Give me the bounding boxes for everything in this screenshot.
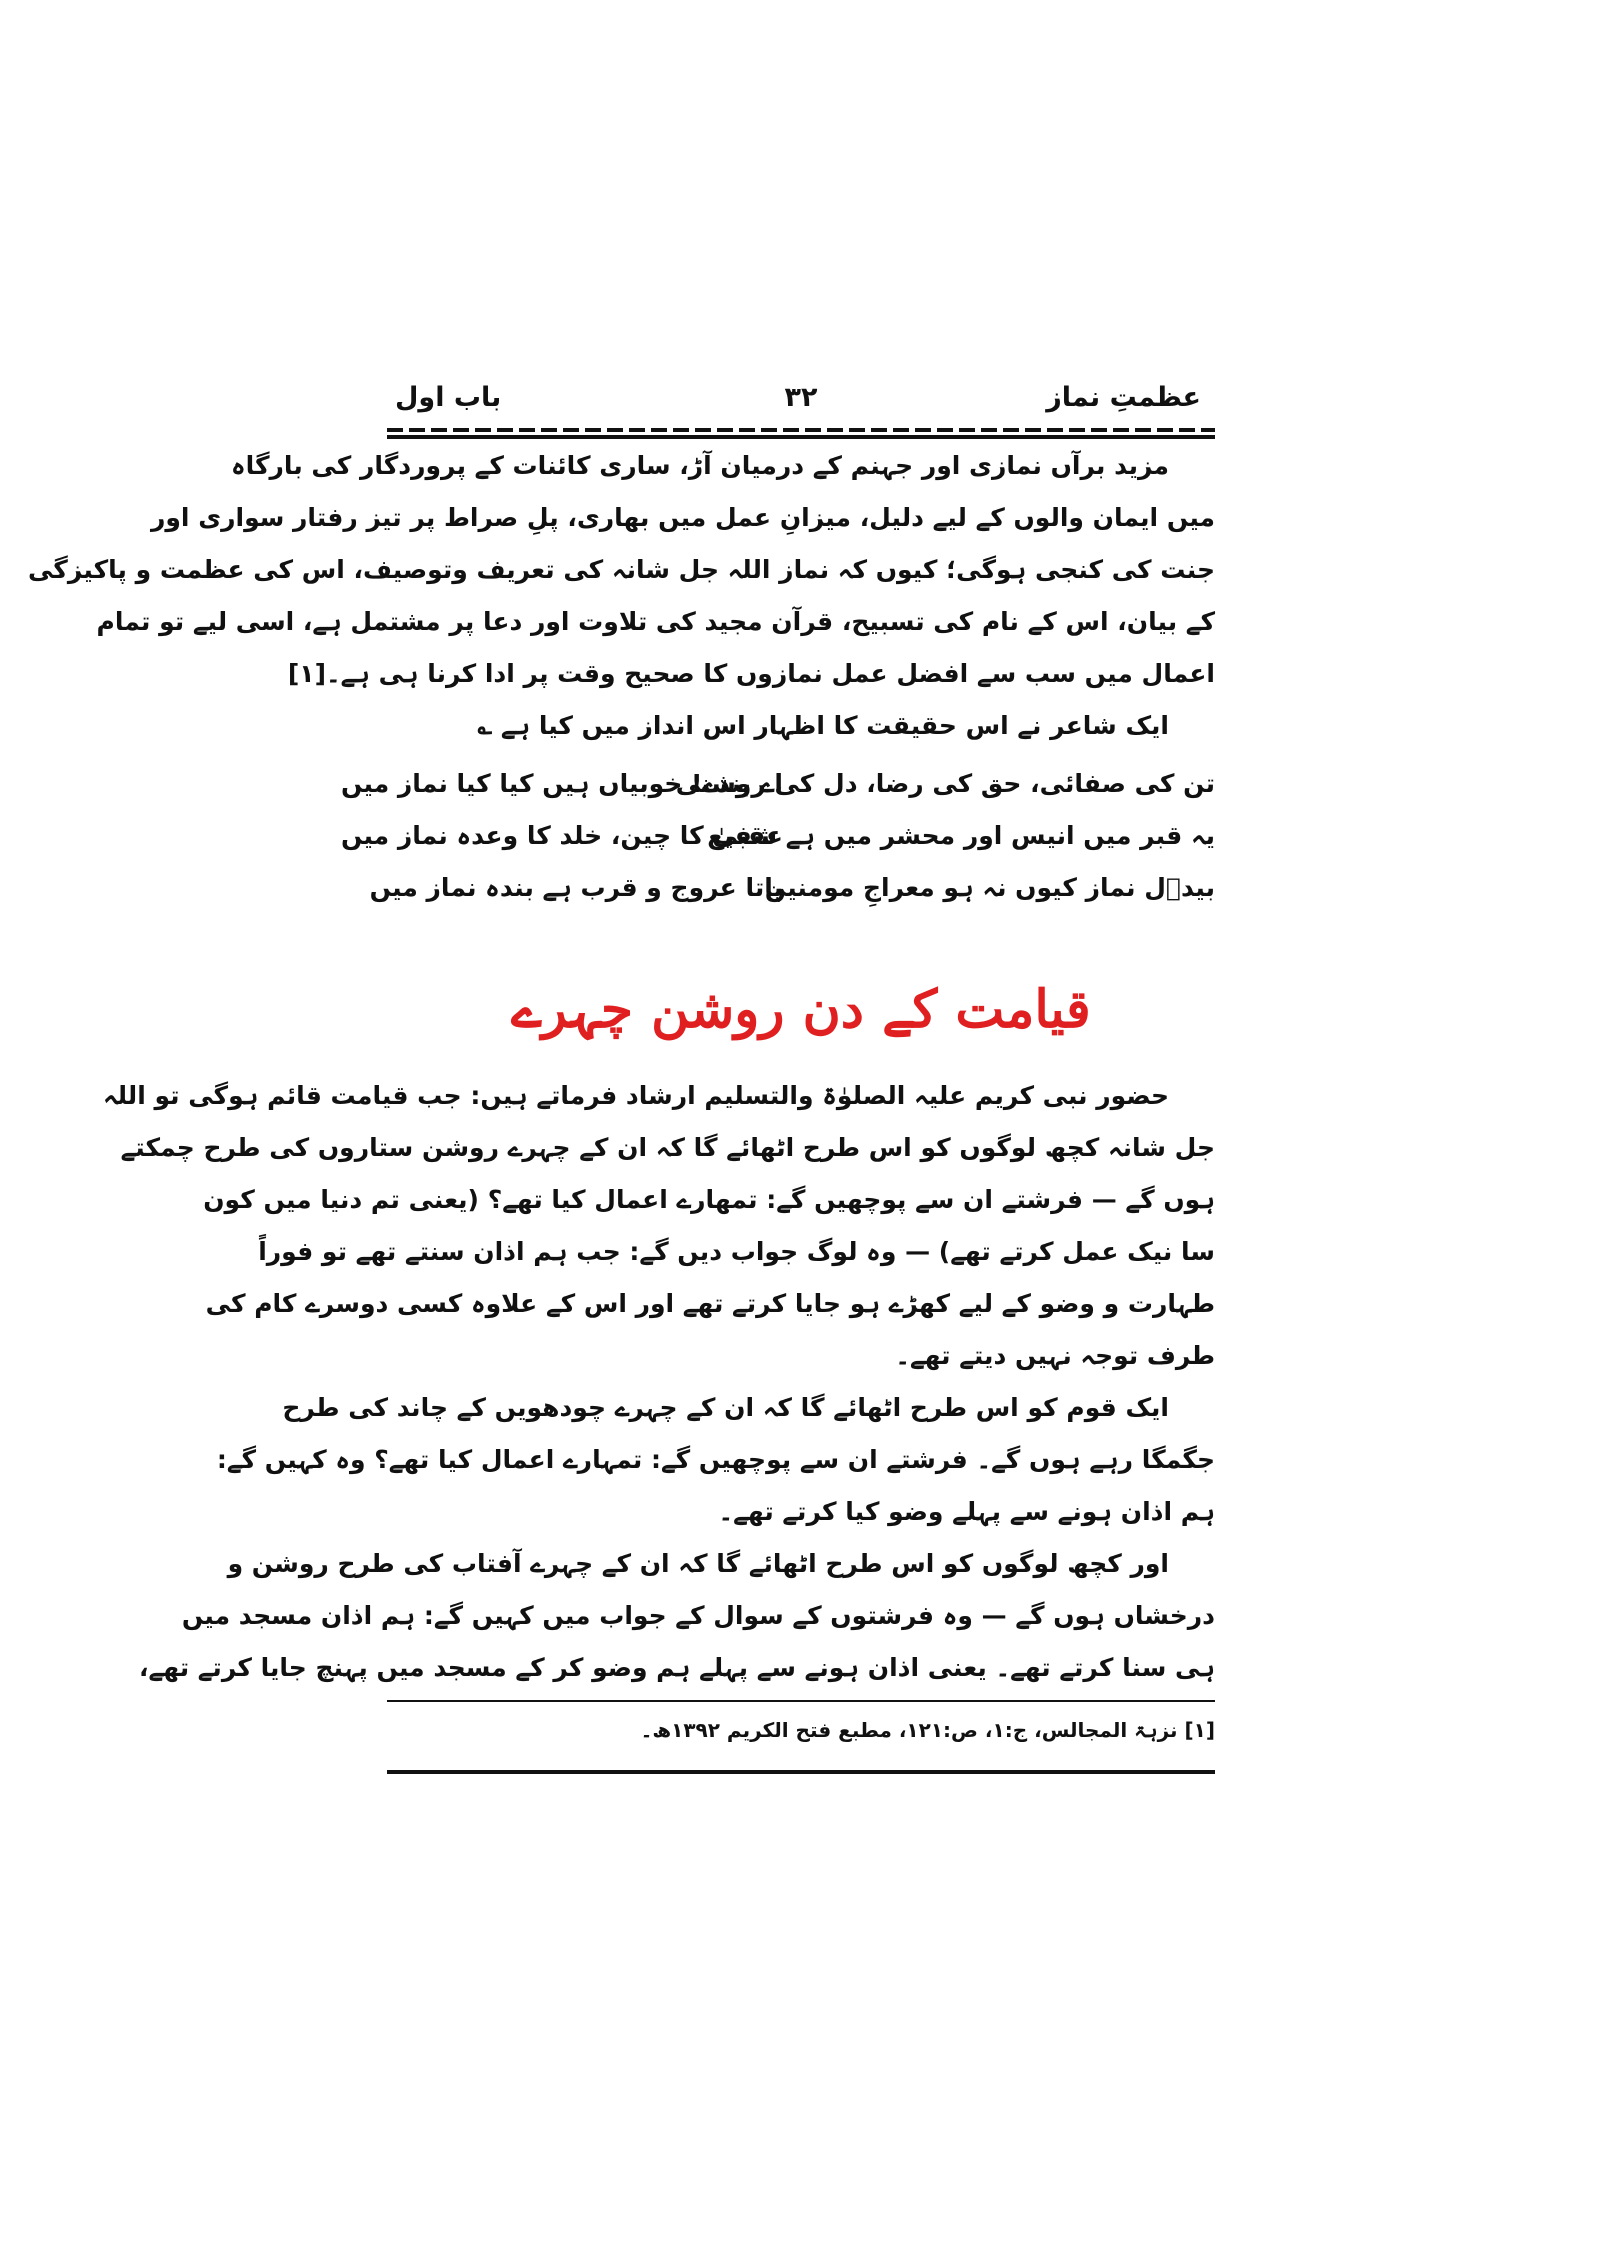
poem — [340, 758, 1215, 914]
couplet-first-hemistich: تن کی صفائی، حق کی رضا، دل کی روشنی — [675, 769, 1215, 798]
couplet-second-hemistich: پاتا عروج و قرب ہے بندہ نماز میں — [369, 873, 783, 902]
couplet-second-hemistich: عقبیٰ کا چین، خلد کا وعدہ نماز میں — [340, 821, 783, 850]
text-line: اعمال میں سب سے افضل عمل نمازوں کا صحیح وقت پر ادا کرنا ہی ہے۔[۱] — [287, 659, 1215, 688]
paragraph-2 — [216, 1382, 1215, 1538]
poem-couplet — [369, 862, 1215, 914]
text-line: ایک شاعر نے اس حقیقت کا اظہار اس انداز میں کیا ہے ؎ — [477, 711, 1169, 740]
text-line: میں ایمان والوں کے لیے دلیل، میزانِ عمل میں بھاری، پلِ صراط پر تیز رفتار سواری اور — [150, 503, 1215, 532]
text-line: درخشاں ہوں گے — وہ فرشتوں کے سوال کے جواب میں کہیں گے: ہم اذان مسجد میں — [181, 1601, 1215, 1630]
chapter-title: باب اول — [395, 382, 502, 413]
paragraph-1 — [102, 1070, 1215, 1382]
text-line: کے بیان، اس کے نام کی تسبیح، قرآن مجید کی تلاوت اور دعا پر مشتمل ہے، اسی لیے تو تمام — [96, 607, 1215, 636]
text-line: ہم اذان ہونے سے پہلے وضو کیا کرتے تھے۔ — [718, 1497, 1215, 1526]
section-heading: قیامت کے دن روشن چہرے — [511, 979, 1091, 1040]
couplet-first-hemistich: بیدؔل نماز کیوں نہ ہو معراجِ مومنین — [764, 873, 1215, 902]
poem-couplet — [341, 758, 1215, 810]
text-line: جگمگا رہے ہوں گے۔ فرشتے ان سے پوچھیں گے: تمہارے اعمال کیا تھے؟ وہ کہیں گے: — [216, 1445, 1215, 1474]
book-page — [28, 380, 1215, 1880]
text-line: ہی سنا کرتے تھے۔ یعنی اذان ہونے سے پہلے ہم وضو کر کے مسجد میں پہنچ جایا کرتے تھے، — [139, 1653, 1215, 1682]
header-dashed-rule — [387, 428, 1215, 432]
paragraph-3 — [139, 1538, 1215, 1694]
footnote-rule — [387, 1700, 1215, 1702]
text-line: حضور نبی کریم علیہ الصلوٰۃ والتسلیم ارشاد فرماتے ہیں: جب قیامت قائم ہوگی تو اللہ — [102, 1081, 1169, 1110]
text-line: ہوں گے — فرشتے ان سے پوچھیں گے: تمھارے اعمال کیا تھے؟ (یعنی تم دنیا میں کون — [203, 1185, 1215, 1214]
text-line: طہارت و وضو کے لیے کھڑے ہو جایا کرتے تھے اور اس کے علاوہ کسی دوسرے کام کی — [205, 1289, 1215, 1318]
text-line: اور کچھ لوگوں کو اس طرح اٹھائے گا کہ ان کے چہرے آفتاب کی طرح روشن و — [227, 1549, 1169, 1578]
header-solid-rule — [387, 435, 1215, 439]
footnote: [۱] نزہۃ المجالس، ج:۱، ص:۱۲۱، مطبع فتح الکریم ۱۳۹۲ھ۔ — [640, 1718, 1215, 1742]
text-line: سا نیک عمل کرتے تھے) — وہ لوگ جواب دیں گے: جب ہم اذان سنتے تھے تو فوراً — [258, 1237, 1215, 1266]
book-title: عظمتِ نماز — [1046, 382, 1201, 413]
text-line: ایک قوم کو اس طرح اٹھائے گا کہ ان کے چہرے چودھویں کے چاند کی طرح — [282, 1393, 1169, 1422]
couplet-first-hemistich: یہ قبر میں انیس اور محشر میں ہے شفیع — [707, 821, 1215, 850]
intro-paragraph — [28, 440, 1215, 700]
text-line: جل شانہ کچھ لوگوں کو اس طرح اٹھائے گا کہ ان کے چہرے روشن ستاروں کی طرح چمکتے — [120, 1133, 1215, 1162]
text-line: طرف توجہ نہیں دیتے تھے۔ — [895, 1341, 1215, 1370]
page-bottom-rule — [387, 1770, 1215, 1774]
text-line: مزید برآں نمازی اور جہنم کے درمیان آڑ، ساری کائنات کے پروردگار کی بارگاہ — [230, 451, 1169, 480]
page-number: ۳۲ — [784, 382, 818, 413]
page-header — [387, 380, 1215, 430]
text-line: جنت کی کنجی ہوگی؛ کیوں کہ نماز اللہ جل شانہ کی تعریف وتوصیف، اس کی عظمت و پاکیزگی — [28, 555, 1215, 584]
poem-intro — [387, 700, 1215, 752]
couplet-second-hemistich: اے بندے! خوبیاں ہیں کیا کیا نماز میں — [341, 769, 783, 798]
poem-couplet — [340, 810, 1215, 862]
